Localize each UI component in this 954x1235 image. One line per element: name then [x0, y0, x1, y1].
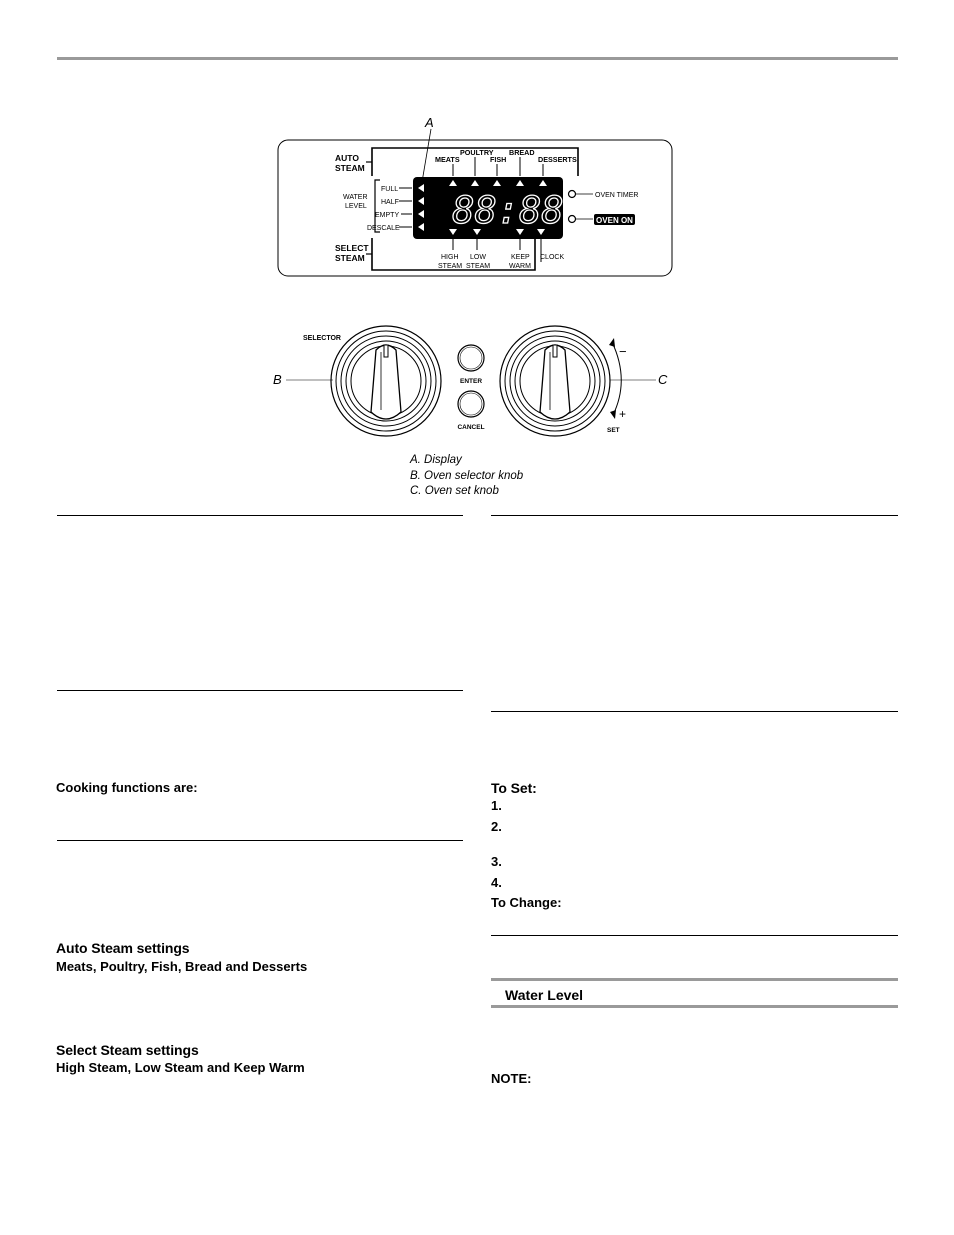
step-2: 2.: [491, 819, 502, 834]
water-label-1: WATER: [343, 194, 368, 201]
note-label: NOTE:: [491, 1071, 532, 1086]
label-low-1: LOW: [470, 254, 486, 261]
selector-knob: [331, 326, 441, 436]
to-change-label: To Change:: [491, 895, 562, 910]
label-keep-2: WARM: [509, 263, 531, 270]
select-label-2: STEAM: [335, 253, 365, 263]
water-level-title: Water Level: [505, 987, 584, 1003]
water-level-header: [491, 978, 898, 1008]
label-meats: MEATS: [435, 155, 460, 164]
enter-label: ENTER: [459, 378, 483, 385]
label-poultry: POULTRY: [460, 148, 494, 157]
figure-legend: [410, 453, 523, 500]
callout-c: C: [658, 372, 668, 387]
legend-c: C. Oven set knob: [410, 485, 499, 497]
enter-button-shape: [458, 345, 484, 371]
control-panel-figure: [0, 0, 954, 520]
right-rule-2: [491, 711, 898, 712]
water-label-2: LEVEL: [345, 203, 367, 210]
level-descale: DESCALE: [367, 225, 400, 232]
to-set-heading: To Set:: [491, 780, 537, 796]
auto-label-2: STEAM: [335, 163, 365, 173]
oven-timer-label: OVEN TIMER: [595, 192, 639, 199]
label-clock: CLOCK: [540, 254, 565, 261]
legend-a: A. Display: [410, 454, 462, 466]
label-high-1: HIGH: [441, 254, 459, 261]
callout-b: B: [273, 372, 282, 387]
selector-label: SELECTOR: [303, 335, 341, 342]
label-fish: FISH: [490, 155, 507, 164]
set-label: SET: [607, 427, 620, 434]
right-rule-3: [491, 935, 898, 936]
cancel-label: CANCEL: [457, 424, 485, 431]
left-rule-1: [57, 515, 463, 516]
minus-label: −: [619, 344, 627, 359]
plus-label: +: [619, 407, 627, 421]
auto-steam-subheading: Meats, Poultry, Fish, Bread and Desserts: [56, 959, 308, 974]
set-knob: [500, 326, 610, 436]
auto-steam-heading: Auto Steam settings: [56, 940, 190, 956]
select-steam-subheading: High Steam, Low Steam and Keep Warm: [56, 1060, 305, 1075]
cooking-functions-label: Cooking functions are:: [56, 780, 198, 795]
left-rule-2: [57, 690, 463, 691]
select-label-1: SELECT: [335, 243, 369, 253]
level-full: FULL: [381, 186, 399, 193]
label-bread: BREAD: [509, 148, 535, 157]
oven-on-label: OVEN ON: [596, 216, 633, 225]
label-keep-1: KEEP: [511, 254, 530, 261]
label-high-2: STEAM: [438, 263, 463, 270]
left-rule-3: [57, 840, 463, 841]
select-steam-heading: Select Steam settings: [56, 1042, 199, 1058]
auto-label-1: AUTO: [335, 153, 359, 163]
legend-b: B. Oven selector knob: [410, 469, 524, 482]
step-4: 4.: [491, 875, 502, 890]
label-desserts: DESSERTS: [538, 155, 577, 164]
level-empty: EMPTY: [375, 212, 400, 219]
step-3: 3.: [491, 854, 502, 869]
step-1: 1.: [491, 798, 502, 813]
right-rule-1: [491, 515, 898, 516]
label-low-2: STEAM: [466, 263, 491, 270]
cancel-button-shape: [458, 391, 484, 417]
led-digits: 88:88: [452, 189, 564, 232]
callout-a: A: [425, 115, 434, 130]
level-half: HALF: [381, 199, 399, 206]
